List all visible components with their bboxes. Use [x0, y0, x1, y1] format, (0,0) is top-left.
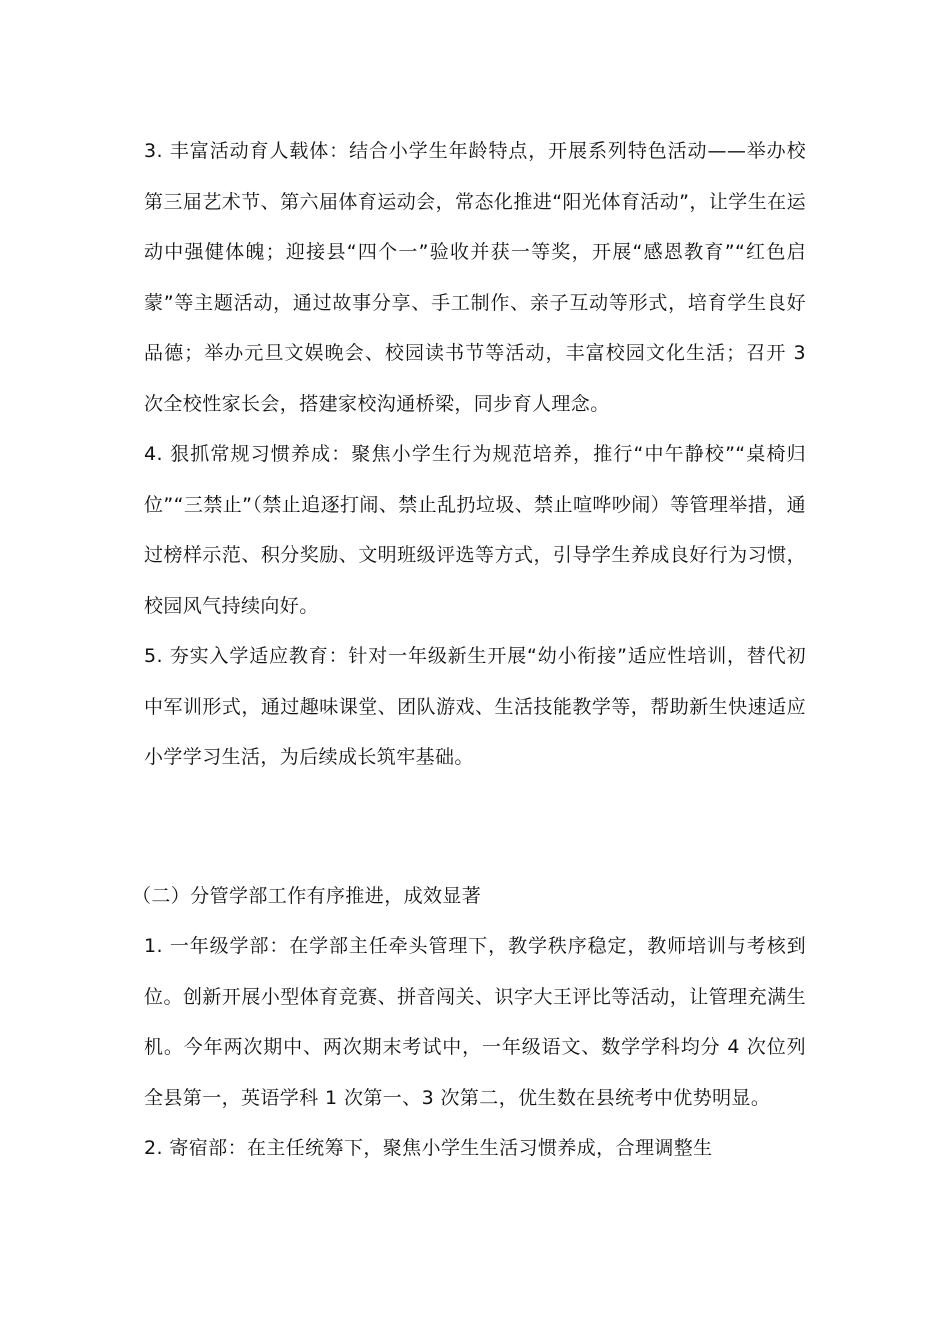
paragraph-grade-one: 1. 一年级学部：在学部主任牵头管理下，教学秩序稳定，教师培训与考核到位。创新开展小型体育竞赛、拼音闯关、识字大王评比等活动，让管理充满生机。今年两次期中、两次期末考试中，一年级语文、数学学科均分 4 次位列全县第一，英语学科 1 次第一、3 次第二，优生数在县统考中优势明显。	[144, 935, 806, 1109]
document-page	[132, 126, 806, 1174]
section-gap	[144, 783, 806, 871]
paragraph-habits: 4. 狠抓常规习惯养成：聚焦小学生行为规范培养，推行“中午静校”“桌椅归位”“三禁止”（禁止追逐打闹、禁止乱扔垃圾、禁止喧哗吵闹）等管理举措，通过榜样示范、积分奖励、文明班级评选等方式，引导学生养成良好行为习惯，校园风气持续向好。	[144, 443, 806, 617]
paragraph-enrollment: 5. 夯实入学适应教育：针对一年级新生开展“幼小衔接”适应性培训，替代初中军训形式，通过趣味课堂、团队游戏、生活技能教学等，帮助新生快速适应小学学习生活，为后续成长筑牢基础。	[144, 645, 806, 768]
paragraph-activities: 3. 丰富活动育人载体：结合小学生年龄特点，开展系列特色活动——举办校第三届艺术节、第六届体育运动会，常态化推进“阳光体育活动”，让学生在运动中强健体魄；迎接县“四个一”验收并获一等奖，开展“感恩教育”“红色启蒙”等主题活动，通过故事分享、手工制作、亲子互动等形式，培育学生良好品德；举办元旦文娱晚会、校园读书节等活动，丰富校园文化生活；召开 3 次全校性家长会，搭建家校沟通桥梁，同步育人理念。	[144, 140, 806, 415]
paragraph-boarding: 2. 寄宿部：在主任统筹下，聚焦小学生生活习惯养成，合理调整生	[144, 1137, 713, 1159]
section-heading: （二）分管学部工作有序推进，成效显著	[132, 884, 482, 907]
